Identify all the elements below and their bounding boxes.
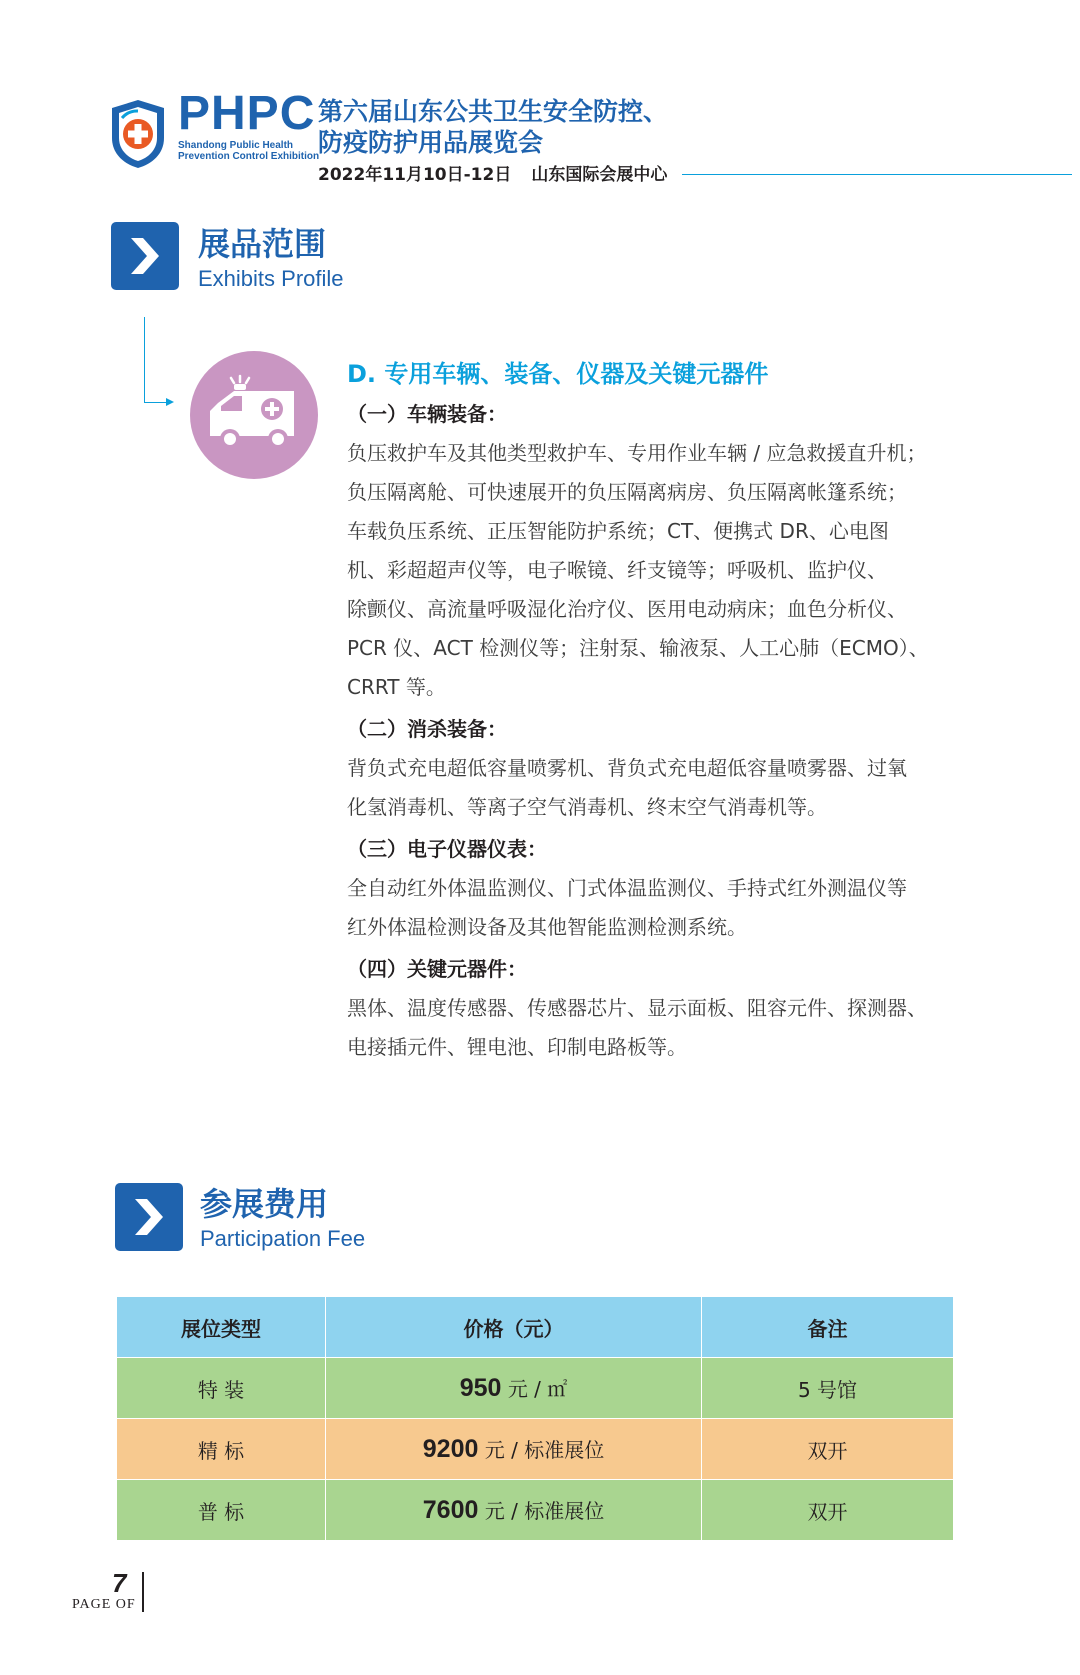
section-heading: （四）关键元器件： xyxy=(347,957,527,981)
section-paragraph xyxy=(347,989,957,1067)
paragraph-line: 车载负压系统、正压智能防护系统；CT、便携式 DR、心电图 xyxy=(347,519,889,543)
section-heading: （二）消杀装备： xyxy=(347,717,507,741)
fees-badge xyxy=(115,1183,183,1251)
price-value: 7600 xyxy=(422,1496,479,1524)
section-paragraph xyxy=(347,749,957,827)
paragraph-line: 机、彩超超声仪等，电子喉镜、纤支镜等；呼吸机、监护仪、 xyxy=(347,558,887,582)
price-unit: 元 / 标准展位 xyxy=(484,1438,605,1462)
booth-type-cell: 精 标 xyxy=(117,1419,326,1480)
table-header-row xyxy=(117,1297,954,1358)
exhibits-badge xyxy=(111,222,179,290)
brand-name: PHPC xyxy=(178,87,316,140)
exhibition-title xyxy=(318,96,668,158)
header-divider xyxy=(682,174,1072,175)
category-circle xyxy=(190,351,318,479)
fees-title-zh: 参展费用 xyxy=(200,1185,329,1223)
exhibits-body xyxy=(347,356,957,1067)
chevron-right-icon xyxy=(115,1183,183,1251)
exhibition-title-line2: 防疫防护用品展览会 xyxy=(318,128,544,157)
table-row xyxy=(117,1419,954,1480)
fee-table xyxy=(116,1296,954,1541)
connector-line xyxy=(144,317,145,403)
category-title: D. 专用车辆、装备、仪器及关键元器件 xyxy=(347,360,769,388)
brand-en-line2: Prevention Control Exhibition xyxy=(178,151,320,162)
note-cell: 双开 xyxy=(702,1480,954,1541)
note-cell: 双开 xyxy=(702,1419,954,1480)
price-value: 9200 xyxy=(422,1435,479,1463)
paragraph-line: 黑体、温度传感器、传感器芯片、显示面板、阻容元件、探测器、 xyxy=(347,996,927,1020)
booth-type-cell: 特 装 xyxy=(117,1358,326,1419)
brand-block xyxy=(178,88,319,162)
price-value: 950 xyxy=(459,1374,502,1402)
paragraph-line: CRRT 等。 xyxy=(347,675,446,699)
paragraph-line: 电接插元件、锂电池、印制电路板等。 xyxy=(347,1035,687,1059)
table-row xyxy=(117,1480,954,1541)
paragraph-line: 负压救护车及其他类型救护车、专用作业车辆 / 应急救援直升机； xyxy=(347,441,927,465)
price-unit: 元 / ㎡ xyxy=(507,1377,568,1401)
page-label: PAGE OF xyxy=(72,1597,136,1612)
exhibition-venue: 山东国际会展中心 xyxy=(531,165,668,185)
paragraph-line: 负压隔离舱、可快速展开的负压隔离病房、负压隔离帐篷系统； xyxy=(347,480,907,504)
connector-line-horizontal xyxy=(144,402,168,403)
page-number: 7 xyxy=(112,1568,127,1598)
paragraph-line: 除颤仪、高流量呼吸湿化治疗仪、医用电动病床；血色分析仪、 xyxy=(347,597,907,621)
section-heading: （三）电子仪器仪表： xyxy=(347,837,547,861)
fees-title-en: Participation Fee xyxy=(200,1226,366,1251)
brand-en-line1: Shandong Public Health xyxy=(178,140,294,151)
price-unit: 元 / 标准展位 xyxy=(484,1499,605,1523)
price-cell xyxy=(326,1419,702,1480)
paragraph-line: 红外体温检测设备及其他智能监测检测系统。 xyxy=(347,915,747,939)
price-cell xyxy=(326,1358,702,1419)
column-header-booth-type: 展位类型 xyxy=(117,1297,326,1358)
column-header-price: 价格（元） xyxy=(326,1297,702,1358)
page-divider xyxy=(142,1572,144,1612)
paragraph-line: 全自动红外体温监测仪、门式体温监测仪、手持式红外测温仪等 xyxy=(347,876,907,900)
note-cell: 5 号馆 xyxy=(702,1358,954,1419)
section-paragraph xyxy=(347,434,957,707)
ambulance-icon xyxy=(190,351,318,479)
connector-arrow-icon xyxy=(166,398,174,406)
paragraph-line: 化氢消毒机、等离子空气消毒机、终末空气消毒机等。 xyxy=(347,795,827,819)
paragraph-line: PCR 仪、ACT 检测仪等；注射泵、输液泵、人工心肺（ECMO）、 xyxy=(347,636,929,660)
section-heading: （一）车辆装备： xyxy=(347,402,507,426)
exhibits-title-en: Exhibits Profile xyxy=(198,266,344,291)
column-header-note: 备注 xyxy=(702,1297,954,1358)
section-paragraph xyxy=(347,869,957,947)
exhibition-date-venue xyxy=(318,160,667,185)
exhibits-title-zh: 展品范围 xyxy=(198,225,327,263)
booth-type-cell: 普 标 xyxy=(117,1480,326,1541)
paragraph-line: 背负式充电超低容量喷雾机、背负式充电超低容量喷雾器、过氧 xyxy=(347,756,907,780)
shield-cross-logo xyxy=(108,98,168,170)
exhibition-date: 2022年11月10日-12日 xyxy=(318,165,512,185)
exhibition-title-line1: 第六届山东公共卫生安全防控、 xyxy=(318,97,669,126)
table-row xyxy=(117,1358,954,1419)
chevron-right-icon xyxy=(111,222,179,290)
price-cell xyxy=(326,1480,702,1541)
